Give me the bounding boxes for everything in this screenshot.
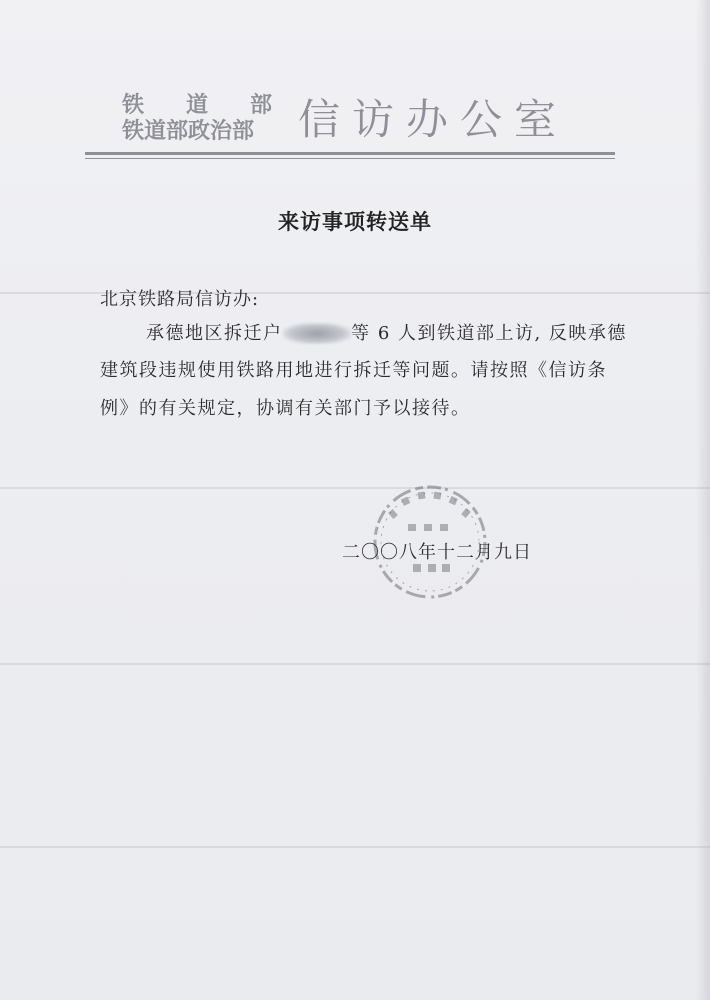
seal-glyph-mark <box>424 524 432 531</box>
letterhead-char: 部 <box>249 92 272 118</box>
redacted-names <box>283 323 352 344</box>
seal-glyph-mark <box>442 564 450 572</box>
seal-glyph-mark <box>408 524 416 531</box>
letterhead-rule-thick <box>85 152 615 155</box>
seal-glyph-mark <box>461 508 471 518</box>
fold-line <box>0 846 710 848</box>
paper-edge-shadow <box>696 0 710 1000</box>
letterhead-political-dept: 铁道部政治部 <box>122 118 255 144</box>
seal-glyph-mark <box>428 564 436 572</box>
letterhead-char: 铁 <box>122 92 145 118</box>
seal-glyph-mark <box>418 491 426 499</box>
seal-glyph-mark <box>440 524 448 531</box>
fold-line <box>0 487 710 489</box>
body-text: 等 6 人到铁道部上访, 反映承德 <box>351 323 627 344</box>
letterhead-ministry-name <box>122 92 272 118</box>
letterhead-left <box>122 92 272 144</box>
seal-glyph-mark <box>449 496 458 505</box>
document-title: 来访事项转送单 <box>278 209 432 234</box>
body-text: 承德地区拆迁户 <box>146 323 283 344</box>
letterhead-rule-thin <box>85 158 615 159</box>
seal-glyph-mark <box>433 492 441 500</box>
fold-line <box>0 663 710 665</box>
body-line-2: 建筑段违规使用铁路用地进行拆迁等问题。请按照《信访条 <box>100 360 607 381</box>
body-line-3: 例》的有关规定，协调有关部门予以接待。 <box>100 398 471 419</box>
seal-glyph-mark <box>388 509 398 519</box>
letterhead-office-name: 信访办公室 <box>298 95 569 144</box>
seal-glyph-mark <box>413 564 421 572</box>
letterhead-char: 道 <box>185 92 208 118</box>
body-line-1 <box>146 319 627 345</box>
addressee: 北京铁路局信访办: <box>100 289 260 310</box>
document-date: 二〇〇八年十二月九日 <box>342 542 532 563</box>
